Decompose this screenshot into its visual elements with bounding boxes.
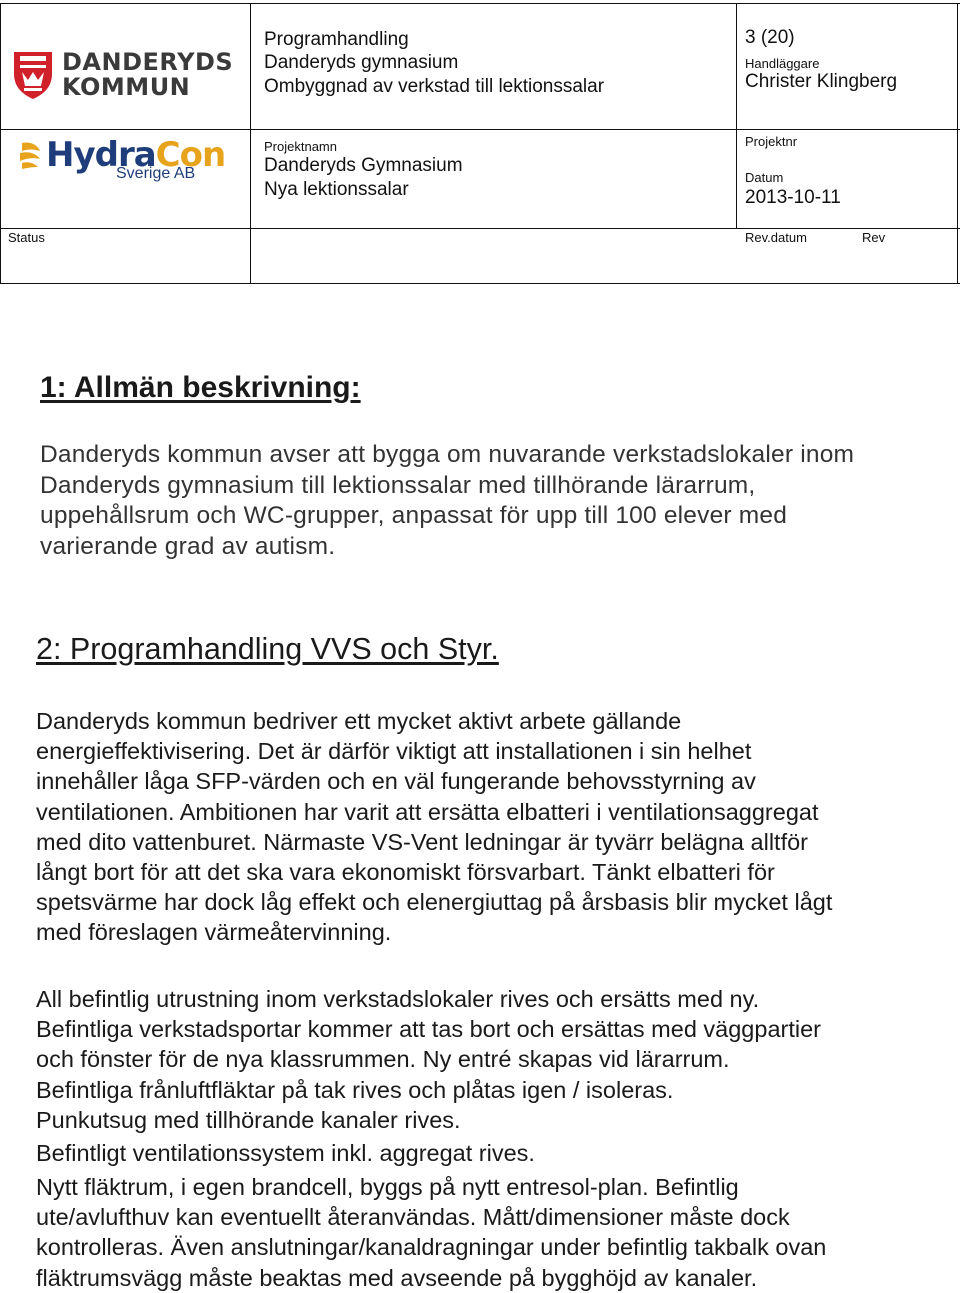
header-divider xyxy=(0,3,960,4)
datum-value: 2013-10-11 xyxy=(745,187,841,208)
projektnamn-value-1: Danderyds Gymnasium xyxy=(264,155,463,176)
paragraph-line: Danderyds kommun avser att bygga om nuvarande verkstadslokaler inom xyxy=(40,441,855,468)
paragraph-line: Befintliga frånluftfläktar på tak rives och plåtas igen / isoleras. xyxy=(36,1076,674,1103)
paragraph-line: ute/avlufthuv kan eventuellt återanvändas. Mått/dimensioner måste dock xyxy=(36,1204,790,1231)
section-2-paragraph-1 xyxy=(36,706,832,948)
page-number: 3 (20) xyxy=(745,27,795,48)
section-1-paragraph xyxy=(40,440,940,562)
hydracon-swoosh-icon xyxy=(18,139,48,171)
paragraph-line: Befintliga verkstadsportar kommer att tas bort och ersättas med väggpartier xyxy=(36,1016,821,1043)
header-divider xyxy=(957,3,958,284)
rev-label: Rev xyxy=(862,230,886,245)
paragraph-line: innehåller låga SFP-värden och en väl fungerande behovsstyrning av xyxy=(36,768,756,795)
paragraph-line: kontrolleras. Även anslutningar/kanaldragningar under befintlig takbalk ovan xyxy=(36,1234,827,1261)
paragraph-line: långt bort för att det ska vara ekonomiskt försvarbart. Tänkt elbatteri för xyxy=(36,859,775,886)
status-label: Status xyxy=(8,230,45,245)
header-divider xyxy=(250,3,251,284)
danderyd-shield-icon xyxy=(12,50,54,100)
paragraph-line: med dito vattenburet. Närmaste VS-Vent ledningar är tyvärr belägna alltför xyxy=(36,828,808,855)
paragraph-line: varierande grad av autism. xyxy=(40,532,336,560)
paragraph-line: spetsvärme har dock låg effekt och elenergiuttag på årsbasis blir mycket lågt xyxy=(36,889,833,916)
revdatum-label: Rev.datum xyxy=(745,230,807,245)
projektnamn-label: Projektnamn xyxy=(264,139,337,154)
header-divider xyxy=(0,228,960,229)
handlaggare-label: Handläggare xyxy=(745,56,820,71)
paragraph-line: och fönster för de nya klassrummen. Ny entré skapas vid lärarrum. xyxy=(36,1046,730,1073)
doc-subject: Ombyggnad av verkstad till lektionssalar xyxy=(264,76,605,97)
paragraph-line: med föreslagen värmeåtervinning. xyxy=(36,919,392,946)
section-2-heading: 2: Programhandling VVS och Styr. xyxy=(36,632,499,666)
paragraph-line: energieffektivisering. Det är därför viktigt att installationen i sin helhet xyxy=(36,738,752,765)
section-2-paragraph-3 xyxy=(36,1138,535,1168)
paragraph-line: Nytt fläktrum, i egen brandcell, byggs på nytt entresol-plan. Befintlig xyxy=(36,1174,739,1200)
header-divider xyxy=(0,283,960,284)
paragraph-line: Danderyds gymnasium till lektionssalar med tillhörande lärarrum, xyxy=(40,471,756,499)
header-divider xyxy=(736,3,737,228)
paragraph-line: fläktrumsvägg måste beaktas med avseende på bygghöjd av kanaler. xyxy=(36,1264,758,1291)
paragraph-line: Danderyds kommun bedriver ett mycket aktivt arbete gällande xyxy=(36,708,682,734)
paragraph-line: Befintligt ventilationssystem inkl. aggregat rives. xyxy=(36,1140,535,1166)
hydracon-wordmark: HydraCon xyxy=(46,135,226,175)
hydracon-subtitle: Sverige AB xyxy=(116,165,196,182)
paragraph-line: ventilationen. Ambitionen har varit att ersätta elbatteri i ventilationsaggregat xyxy=(36,798,819,825)
section-2-paragraph-4 xyxy=(36,1172,826,1293)
handlaggare-value: Christer Klingberg xyxy=(745,71,898,92)
paragraph-line: All befintlig utrustning inom verkstadslokaler rives och ersätts med ny. xyxy=(36,986,760,1012)
header-divider xyxy=(0,3,1,284)
header-divider xyxy=(0,129,960,130)
projektnamn-value-2: Nya lektionssalar xyxy=(264,179,409,200)
paragraph-line: Punkutsug med tillhörande kanaler rives. xyxy=(36,1106,461,1133)
doc-location: Danderyds gymnasium xyxy=(264,52,459,73)
paragraph-line: uppehållsrum och WC-grupper, anpassat för upp till 100 elever med xyxy=(40,502,788,529)
datum-label: Datum xyxy=(745,170,784,185)
section-2-paragraph-2 xyxy=(36,984,821,1135)
danderyd-wordmark: DANDERYDS KOMMUN xyxy=(62,48,234,101)
section-1-heading: 1: Allmän beskrivning: xyxy=(40,371,361,404)
doc-type: Programhandling xyxy=(264,29,409,50)
projektnr-label: Projektnr xyxy=(745,134,798,149)
